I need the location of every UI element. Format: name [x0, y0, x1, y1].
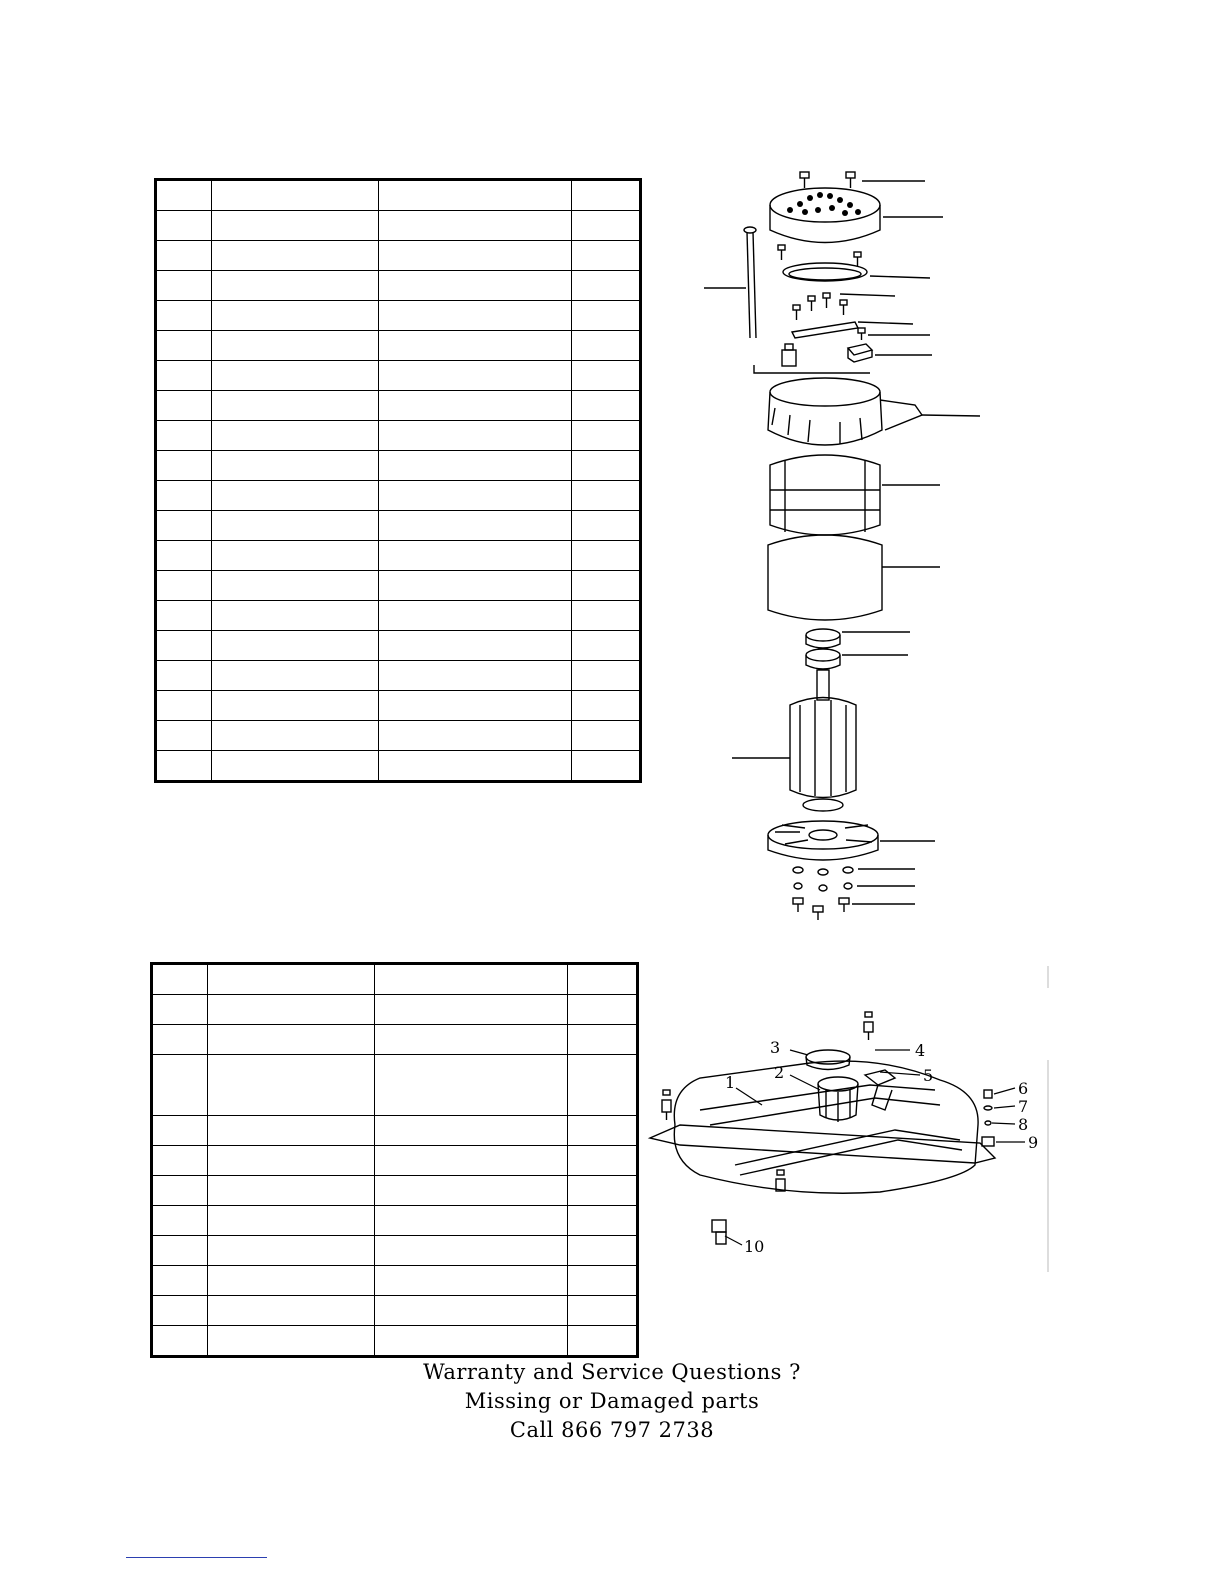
table-cell: [572, 661, 641, 691]
table-cell: [156, 691, 212, 721]
table-row: [152, 1206, 638, 1236]
fuel-tank-exploded-diagram: [640, 960, 1060, 1280]
table-cell: [152, 995, 208, 1025]
mount-hardware: [982, 1090, 994, 1146]
table-row: [156, 211, 641, 241]
table-cell: [375, 1116, 568, 1146]
callout-8: 8: [1018, 1115, 1029, 1134]
tank-bolt: [662, 1090, 671, 1120]
table-cell: [212, 361, 379, 391]
table-cell: [379, 481, 572, 511]
table-row: [156, 451, 641, 481]
tank-bolt: [776, 1170, 785, 1191]
table-cell: [208, 1025, 375, 1055]
table-cell: [212, 451, 379, 481]
table-cell: [568, 1116, 638, 1146]
fuel-cap: [806, 1050, 850, 1070]
table-cell: [568, 1236, 638, 1266]
table-cell: [156, 301, 212, 331]
avr-module: [848, 344, 872, 362]
table-cell: [375, 1206, 568, 1236]
fan-bolts: [793, 898, 849, 920]
table-cell: [572, 361, 641, 391]
fan-washers: [793, 867, 853, 891]
table-cell: [572, 451, 641, 481]
cover-screw: [778, 245, 785, 260]
table-row: [152, 995, 638, 1025]
table-cell: [375, 1296, 568, 1326]
table-cell: [156, 271, 212, 301]
table-cell: [212, 751, 379, 782]
table-cell: [212, 180, 379, 211]
callout-3: 3: [770, 1038, 781, 1057]
table-cell: [212, 301, 379, 331]
footer-line-warranty: Warranty and Service Questions ?: [423, 1360, 801, 1384]
callout-7: 7: [1018, 1097, 1029, 1116]
table-cell: [156, 180, 212, 211]
table-row: [152, 1025, 638, 1055]
table-cell: [208, 964, 375, 995]
table-cell: [568, 1206, 638, 1236]
table-row: [152, 1055, 638, 1116]
table-cell: [379, 211, 572, 241]
table-cell: [375, 964, 568, 995]
table-cell: [152, 1055, 208, 1116]
table-cell: [152, 1025, 208, 1055]
table-cell: [379, 421, 572, 451]
table-cell: [212, 661, 379, 691]
seal-ring: [783, 263, 867, 281]
table-cell: [156, 391, 212, 421]
table-cell: [152, 1206, 208, 1236]
table-cell: [212, 541, 379, 571]
table-cell: [156, 451, 212, 481]
footer-line-phone: Call 866 797 2738: [509, 1418, 715, 1442]
table-cell: [568, 964, 638, 995]
table-cell: [156, 361, 212, 391]
end-cover: [770, 188, 880, 243]
table-cell: [572, 751, 641, 782]
bottom-rule: [126, 1557, 267, 1558]
table-cell: [572, 511, 641, 541]
table-cell: [212, 721, 379, 751]
table-cell: [212, 691, 379, 721]
table-cell: [572, 421, 641, 451]
service-footer: [0, 1358, 1224, 1445]
table-cell: [379, 451, 572, 481]
leader-lines: [725, 1050, 1025, 1245]
table-cell: [156, 721, 212, 751]
table-cell: [375, 1266, 568, 1296]
capacitor: [754, 344, 870, 373]
table-cell: [212, 511, 379, 541]
table-cell: [379, 180, 572, 211]
table-cell: [208, 1176, 375, 1206]
table-row: [156, 180, 641, 211]
table-cell: [156, 541, 212, 571]
table-cell: [379, 271, 572, 301]
fuel-filter: [818, 1077, 858, 1122]
table-cell: [568, 1146, 638, 1176]
top-bolt: [800, 172, 809, 188]
table-cell: [212, 421, 379, 451]
table-row: [152, 1236, 638, 1266]
table-cell: [152, 1236, 208, 1266]
table-cell: [375, 995, 568, 1025]
table-cell: [156, 571, 212, 601]
through-rod: [744, 227, 756, 338]
table-cell: [379, 241, 572, 271]
fuel-valve: [712, 1220, 726, 1244]
table-cell: [212, 481, 379, 511]
table-cell: [156, 481, 212, 511]
table-row: [152, 1146, 638, 1176]
table-cell: [208, 1146, 375, 1176]
table-cell: [379, 391, 572, 421]
table-row: [152, 1326, 638, 1357]
table-cell: [152, 1296, 208, 1326]
table-cell: [212, 241, 379, 271]
table-row: [156, 331, 641, 361]
table-cell: [572, 331, 641, 361]
generator-parts-table: [154, 178, 642, 783]
callout-5: 5: [923, 1066, 934, 1085]
table-cell: [379, 511, 572, 541]
tank-bolt: [864, 1012, 873, 1040]
table-cell: [379, 721, 572, 751]
table-cell: [379, 571, 572, 601]
table-cell: [156, 511, 212, 541]
table-cell: [208, 1055, 375, 1116]
table-cell: [212, 571, 379, 601]
table-cell: [156, 601, 212, 631]
table-cell: [208, 1236, 375, 1266]
table-cell: [568, 995, 638, 1025]
table-cell: [379, 601, 572, 631]
table-cell: [375, 1326, 568, 1357]
table-cell: [156, 421, 212, 451]
callout-10: 10: [744, 1237, 765, 1256]
table-cell: [379, 691, 572, 721]
table-row: [156, 571, 641, 601]
callout-2: 2: [774, 1063, 785, 1082]
table-row: [156, 751, 641, 782]
table-row: [156, 691, 641, 721]
table-row: [156, 721, 641, 751]
table-cell: [375, 1146, 568, 1176]
fuel-tank-parts-table: [150, 962, 639, 1358]
fuel-gauge: [865, 1070, 895, 1110]
callout-9: 9: [1028, 1133, 1039, 1152]
table-cell: [156, 211, 212, 241]
fuel-tank-body: [650, 1061, 995, 1193]
table-cell: [568, 1296, 638, 1326]
table-row: [156, 361, 641, 391]
stator-shell: [768, 535, 882, 620]
table-cell: [208, 1326, 375, 1357]
table-cell: [212, 601, 379, 631]
table-cell: [208, 995, 375, 1025]
brush-holder: [792, 322, 858, 338]
table-cell: [379, 751, 572, 782]
table-cell: [156, 751, 212, 782]
table-cell: [572, 391, 641, 421]
table-row: [152, 1116, 638, 1146]
table-row: [156, 271, 641, 301]
table-cell: [572, 571, 641, 601]
table-cell: [156, 331, 212, 361]
table-cell: [212, 391, 379, 421]
table-cell: [572, 691, 641, 721]
callout-1: 1: [725, 1073, 736, 1092]
table-cell: [156, 241, 212, 271]
table-row: [156, 241, 641, 271]
table-cell: [156, 631, 212, 661]
table-row: [156, 301, 641, 331]
table-row: [156, 661, 641, 691]
cover-screw: [854, 252, 861, 267]
table-row: [152, 1296, 638, 1326]
table-cell: [208, 1206, 375, 1236]
table-cell: [152, 964, 208, 995]
table-cell: [572, 301, 641, 331]
table-cell: [152, 1176, 208, 1206]
table-row: [152, 1266, 638, 1296]
table-cell: [212, 211, 379, 241]
table-row: [152, 964, 638, 995]
table-row: [156, 541, 641, 571]
table-cell: [152, 1266, 208, 1296]
table-cell: [572, 241, 641, 271]
rotor: [790, 670, 856, 811]
table-cell: [572, 481, 641, 511]
table-cell: [572, 721, 641, 751]
table-cell: [152, 1146, 208, 1176]
table-cell: [212, 271, 379, 301]
table-cell: [572, 271, 641, 301]
table-row: [156, 511, 641, 541]
callout-6: 6: [1018, 1079, 1029, 1098]
table-cell: [208, 1266, 375, 1296]
front-housing: [768, 378, 922, 445]
table-cell: [568, 1326, 638, 1357]
bearing: [806, 649, 840, 669]
table-cell: [208, 1296, 375, 1326]
table-row: [152, 1176, 638, 1206]
table-cell: [568, 1266, 638, 1296]
table-cell: [568, 1176, 638, 1206]
cooling-fan: [768, 821, 878, 860]
table-cell: [379, 541, 572, 571]
table-row: [156, 631, 641, 661]
table-row: [156, 481, 641, 511]
table-cell: [572, 631, 641, 661]
table-cell: [152, 1116, 208, 1146]
table-cell: [375, 1055, 568, 1116]
table-cell: [572, 211, 641, 241]
table-row: [156, 601, 641, 631]
table-cell: [208, 1116, 375, 1146]
table-row: [156, 421, 641, 451]
bearing: [806, 629, 840, 648]
table-cell: [212, 331, 379, 361]
table-cell: [152, 1326, 208, 1357]
table-cell: [568, 1055, 638, 1116]
table-cell: [572, 601, 641, 631]
table-cell: [379, 361, 572, 391]
generator-exploded-diagram: [690, 160, 990, 930]
table-cell: [379, 661, 572, 691]
footer-line-missing-parts: Missing or Damaged parts: [464, 1389, 760, 1413]
top-bolt: [846, 172, 855, 188]
table-cell: [572, 180, 641, 211]
table-cell: [375, 1025, 568, 1055]
table-cell: [212, 631, 379, 661]
callout-4: 4: [915, 1041, 926, 1060]
stator: [770, 455, 880, 535]
table-cell: [379, 631, 572, 661]
table-cell: [379, 331, 572, 361]
table-cell: [156, 661, 212, 691]
table-cell: [379, 301, 572, 331]
table-cell: [568, 1025, 638, 1055]
table-row: [156, 391, 641, 421]
table-cell: [375, 1176, 568, 1206]
table-cell: [375, 1236, 568, 1266]
table-cell: [572, 541, 641, 571]
